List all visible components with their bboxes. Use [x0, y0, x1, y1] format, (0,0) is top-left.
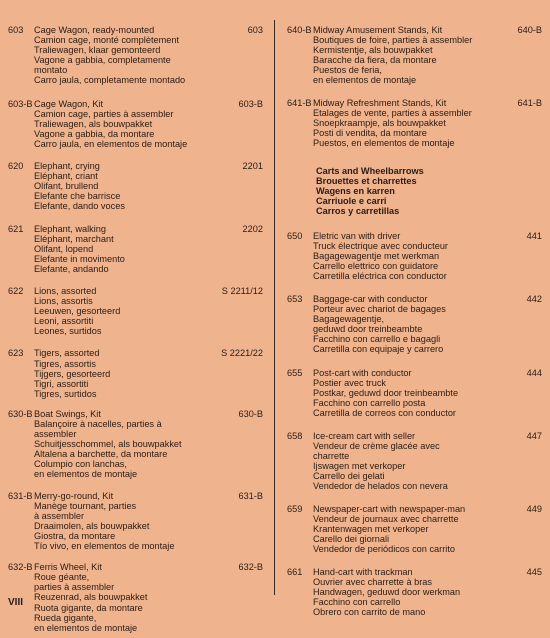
description-line: parties à assembler: [34, 582, 115, 593]
item-description: [313, 368, 542, 418]
catalog-entry: [287, 431, 542, 492]
description-line: geduwd door treinbeambte: [313, 324, 423, 335]
item-description: [313, 431, 542, 492]
description-line: en elementos de montaje: [34, 469, 138, 480]
description-line: Lions, assortis: [34, 296, 93, 307]
description-line: Facchino con carrello posta: [313, 397, 426, 408]
description-line: Elephant, walking: [34, 223, 107, 234]
item-number: 620: [8, 161, 24, 172]
description-line: Postier avec truck: [313, 377, 387, 388]
description-line: Bagagewagentje,: [313, 314, 385, 325]
item-description: [313, 231, 542, 281]
item-number: 640-B: [287, 25, 312, 35]
item-number: 653: [287, 293, 303, 304]
item-description: [34, 562, 263, 633]
item-code: 603-B: [238, 98, 263, 109]
description-line: Camion cage, parties à assembler: [34, 108, 174, 119]
catalog-entry: [8, 286, 263, 336]
item-description: [34, 224, 263, 274]
description-line: Boutiques de foire, parties à assembler: [313, 35, 473, 46]
item-code: 444: [526, 367, 542, 378]
item-code: 630-B: [238, 408, 263, 419]
description-line: Carrello dei gelati: [313, 471, 385, 482]
item-number: 641-B: [287, 97, 312, 108]
description-line: Traliewagen, als bouwpakket: [34, 118, 153, 129]
description-line: Porteur avec chariot de bagages: [313, 304, 446, 315]
catalog-entry: [287, 98, 542, 148]
item-description: [313, 98, 542, 148]
item-description: [313, 25, 542, 86]
description-line: Cage Wagon, Kit: [34, 98, 104, 109]
description-line: Postkar, geduwd door treinbeambte: [313, 387, 459, 398]
item-description: [34, 99, 263, 149]
description-line: Puestos de feria,: [313, 65, 382, 76]
description-line: Carrello elettrico con guidatore: [313, 260, 439, 271]
item-code: S 2221/22: [221, 348, 263, 359]
catalog-entry: [8, 348, 263, 398]
catalog-entry: [287, 294, 542, 355]
item-code: 445: [526, 567, 542, 578]
section-heading-line: Brouettes et charrettes: [316, 176, 417, 187]
description-line: Carro jaula, en elementos de montaje: [34, 138, 188, 149]
description-line: Lions, assorted: [34, 285, 97, 296]
item-number: 621: [8, 223, 24, 234]
item-number: 650: [287, 230, 303, 241]
item-description: [313, 294, 542, 355]
description-line: Midway Amusement Stands, Kit: [313, 25, 443, 35]
item-number: 603: [8, 25, 24, 35]
description-line: Ferris Wheel, Kit: [34, 562, 102, 573]
description-line: Elefante in movimento: [34, 253, 125, 264]
description-line: Elephant, crying: [34, 161, 100, 172]
description-line: Vendedor de periódicos con carrito: [313, 543, 455, 554]
description-line: Vendeur de crème glacée avec: [313, 441, 440, 452]
description-line: Carretilla eléctrica con conductor: [313, 270, 447, 281]
description-line: Baracche da fiera, da montare: [313, 55, 437, 66]
description-line: Ice-cream cart with seller: [313, 431, 416, 441]
description-line: Truck électrique avec conducteur: [313, 240, 448, 251]
description-line: Facchino con carrello e bagagli: [313, 334, 441, 345]
description-line: Newspaper-cart with newspaper-man: [313, 503, 466, 514]
description-line: Eletric van with driver: [313, 230, 401, 241]
description-line: Vagone a gabbia, da montare: [34, 128, 155, 139]
description-line: Elefante, dando voces: [34, 201, 125, 212]
description-line: Carro jaula, completamente montado: [34, 75, 186, 86]
item-code: 2201: [242, 161, 263, 172]
description-line: Carretilla con equipaje y carrero: [313, 344, 444, 355]
page-number: VIII: [8, 597, 24, 608]
description-line: charrette: [313, 451, 350, 462]
description-line: Ruota gigante, da montare: [34, 602, 143, 613]
item-code: 640-B: [517, 25, 542, 35]
right-bottom-entries: [287, 231, 542, 618]
section-heading-line: Carriuole e carri: [316, 196, 387, 207]
item-code: 2202: [242, 223, 263, 234]
description-line: à assembler: [34, 510, 85, 521]
section-heading-line: Wagens en karren: [316, 186, 395, 197]
catalog-entry: [8, 161, 263, 211]
item-description: [34, 161, 263, 211]
description-line: Leeuwen, gesorteerd: [34, 306, 121, 317]
left-column: [8, 25, 263, 633]
description-line: Tijgers, gesorteerd: [34, 368, 111, 379]
catalog-entry: [8, 409, 263, 480]
item-description: [313, 504, 542, 554]
description-line: Post-cart with conductor: [313, 367, 412, 378]
description-line: Tigri, assortiti: [34, 378, 89, 389]
section-heading-line: Carros y carretillas: [316, 206, 400, 217]
description-line: Giostra, da montare: [34, 530, 116, 541]
description-line: Carretilla de correos con conductor: [313, 407, 456, 418]
description-line: Camion cage, monté complètement: [34, 35, 180, 46]
item-code: 603: [247, 25, 263, 35]
item-number: 631-B: [8, 490, 33, 501]
description-line: Carello dei giornali: [313, 533, 390, 544]
catalog-entry: [287, 368, 542, 418]
description-line: Rueda gigante,: [34, 612, 97, 623]
description-line: Midway Refreshment Stands, Kit: [313, 97, 447, 108]
right-top-entries: [287, 25, 542, 148]
description-line: Vendeur de journaux avec charrette: [313, 513, 459, 524]
column-divider: [274, 20, 275, 595]
item-code: S 2211/12: [221, 285, 263, 296]
item-code: 632-B: [238, 562, 263, 573]
description-line: Baggage-car with conductor: [313, 293, 428, 304]
description-line: Facchino con carrello: [313, 597, 401, 608]
description-line: Puestos, en elementos de montaje: [313, 137, 455, 148]
catalog-entry: [8, 491, 263, 552]
description-line: Posti di vendita, da montare: [313, 127, 427, 138]
catalog-entry: [287, 567, 542, 617]
item-code: 449: [526, 503, 542, 514]
description-line: Reuzenrad, als bouwpakket: [34, 592, 148, 603]
description-line: Tigres, assortis: [34, 358, 96, 369]
description-line: Schuitjesschommel, als bouwpakket: [34, 439, 182, 450]
description-line: Manège tournant, parties: [34, 500, 137, 511]
item-description: [34, 491, 263, 552]
item-description: [34, 25, 263, 86]
item-number: 623: [8, 348, 24, 359]
description-line: Bagagewagentje met werkman: [313, 250, 440, 261]
item-number: 622: [8, 285, 24, 296]
description-line: en elementos de montaje: [313, 75, 417, 86]
section-heading-line: Carts and Wheelbarrows: [316, 166, 424, 177]
description-line: Ijswagen met verkoper: [313, 461, 406, 472]
description-line: Boat Swings, Kit: [34, 408, 101, 419]
item-number: 659: [287, 503, 303, 514]
item-number: 603-B: [8, 98, 33, 109]
item-number: 630-B: [8, 408, 33, 419]
right-column: [287, 25, 542, 618]
description-line: Kermistentje, als bouwpakket: [313, 45, 433, 56]
description-line: Ouvrier avec charrette à bras: [313, 577, 432, 588]
description-line: montato: [34, 65, 68, 76]
section-heading: [316, 166, 542, 216]
description-line: Columpio con lanchas,: [34, 459, 127, 470]
item-code: 442: [526, 293, 542, 304]
catalog-entry: [8, 562, 263, 633]
catalog-entry: [287, 25, 542, 86]
description-line: Etalages de vente, parties à assembler: [313, 107, 472, 118]
description-line: Vendedor de helados con nevera: [313, 481, 448, 492]
description-line: Altalena a barchette, da montare: [34, 449, 168, 460]
item-code: 441: [526, 230, 542, 241]
description-line: Eléphant, marchant: [34, 233, 114, 244]
item-code: 631-B: [238, 490, 263, 501]
description-line: Roue géante,: [34, 572, 90, 583]
description-line: assembler: [34, 429, 77, 440]
description-line: Tigres, surtidos: [34, 388, 97, 399]
catalog-entry: [8, 99, 263, 149]
item-description: [34, 409, 263, 480]
description-line: Balançoire à nacelles, parties à: [34, 419, 162, 429]
item-code: 447: [526, 431, 542, 441]
catalog-entry: [8, 25, 263, 86]
item-description: [313, 567, 542, 617]
description-line: en elementos de montaje: [34, 622, 138, 633]
item-code: 641-B: [517, 97, 542, 108]
description-line: Vagone a gabbia, completamente: [34, 55, 171, 66]
description-line: Snoepkraampje, als bouwpakket: [313, 117, 446, 128]
item-number: 632-B: [8, 562, 33, 573]
description-line: Olifant, lopend: [34, 243, 94, 254]
description-line: Tío vivo, en elementos de montaje: [34, 541, 175, 552]
catalog-entry: [287, 504, 542, 554]
description-line: Leones, surtidos: [34, 326, 102, 337]
description-line: Leoni, assortiti: [34, 316, 94, 327]
description-line: Olifant, brullend: [34, 181, 99, 192]
description-line: Hand-cart with trackman: [313, 567, 413, 578]
item-number: 658: [287, 431, 303, 441]
catalog-entry: [8, 224, 263, 274]
item-number: 661: [287, 567, 303, 578]
description-line: Obrero con carrito de mano: [313, 607, 426, 618]
item-number: 655: [287, 367, 303, 378]
catalog-entry: [287, 231, 542, 281]
description-line: Handwagen, geduwd door werkman: [313, 587, 461, 598]
description-line: Elefante che barrisce: [34, 191, 121, 202]
description-line: Cage Wagon, ready-mounted: [34, 25, 155, 35]
description-line: Eléphant, criant: [34, 171, 98, 182]
description-line: Traliewagen, klaar gemonteerd: [34, 45, 161, 56]
description-line: Elefante, andando: [34, 263, 109, 274]
description-line: Krantenwagen met verkoper: [313, 523, 429, 534]
description-line: Draaimolen, als bouwpakket: [34, 520, 150, 531]
description-line: Merry-go-round, Kit: [34, 490, 114, 501]
description-line: Tigers, assorted: [34, 348, 100, 359]
